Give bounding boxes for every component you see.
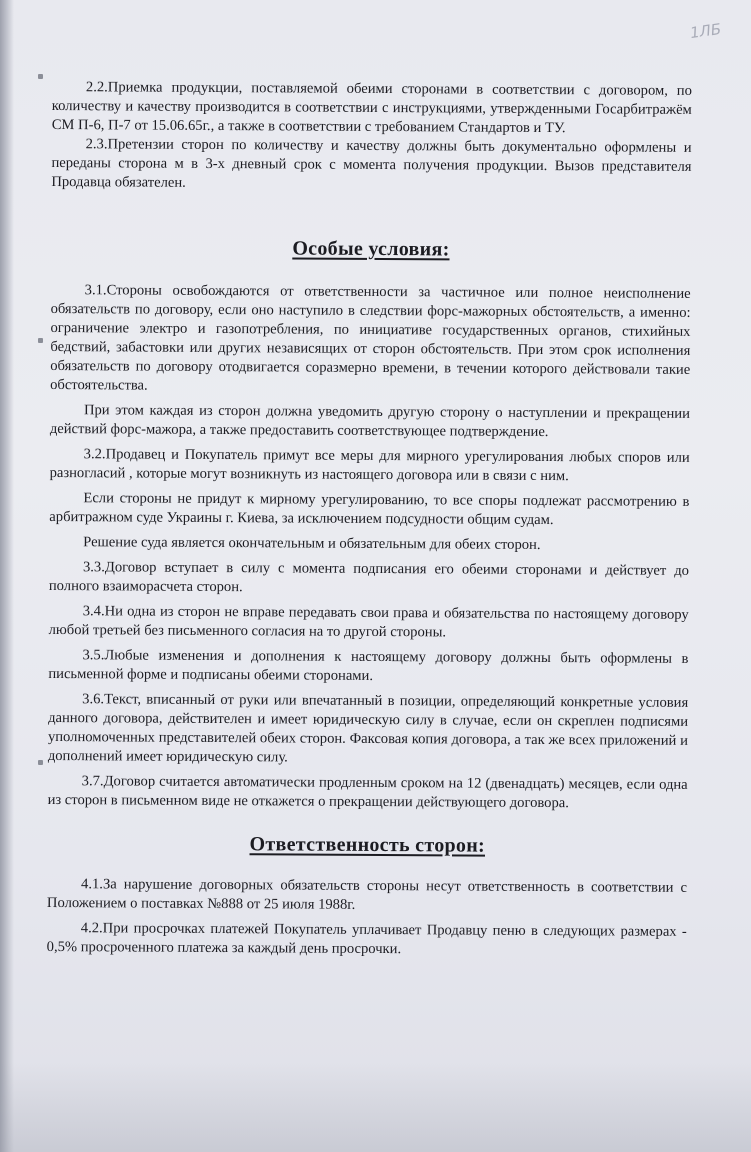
handwritten-page-number: 1ЛБ: [688, 19, 723, 43]
clause-3-2-decision: Решение суда является окончательным и обязательным для обеих сторон.: [83, 534, 541, 553]
clause-4-1: 4.1.За нарушение договорных обязательств стороны несут ответственность в соответствии с Положением о поставках №888 от 25 июля 1988г.: [46, 876, 688, 913]
responsibility-section: [47, 875, 687, 961]
special-conditions-section: [48, 281, 691, 814]
responsibility-heading: Ответственность сторон:: [249, 833, 486, 857]
clause-2-2: 2.2.Приемка продукции, поставляемой обеими сторонами в соответствии с договором, по количеству и качеству производится в соответствии с инструкциями, утвержденными Госарбитражём СМ П-6, П-7 от 15.06.65г., а также в соответствии с требованием Стандартов и ТУ.: [51, 79, 692, 137]
special-conditions-heading: Особые условия:: [292, 237, 450, 261]
binding-edge: [0, 0, 14, 1152]
delivery-section: [51, 78, 692, 196]
clause-3-5: 3.5.Любые изменения и дополнения к настоящему договору должны быть оформлены в письменной форме и подписаны обеими сторонами.: [48, 647, 689, 684]
clause-4-2: 4.2.При просрочках платежей Покупатель уплачивает Продавцу пеню в следующих размерах - 0,5% просроченного платежа за каждый день просрочки.: [46, 920, 687, 958]
document-body: [47, 78, 692, 961]
clause-2-3: 2.3.Претензии сторон по количеству и качеству должны быть документально оформлены и переданы сторона м в 3-х дневный срок с момента получения продукции. Вызов представителя Продавца обязателен.: [51, 136, 692, 191]
clause-3-2-court: Если стороны не придут к мирному урегулированию, то все споры подлежат рассмотрению в арбитражном суде Украины г. Киева, за исключением подсудности общим судам.: [49, 490, 690, 529]
page-shadow: [0, 1062, 751, 1152]
clause-3-1: 3.1.Стороны освобождаются от ответственности за частичное или полное неисполнение обязательств по договору, если оно наступило в следствии форс-мажорных обстоятельств, а именно: ограничение электро и газопотребления, по инициативе государственных органов, стихийных бедствий, забастовки или других независящих от сторон обстоятельств. При этом срок исполнения обязательств по договору отодвигается соразмерно времени, в течении которого действовали такие обстоятельства.: [50, 282, 691, 394]
punch-hole: [38, 338, 43, 343]
punch-hole: [38, 74, 43, 79]
clause-3-4: 3.4.Ни одна из сторон не вправе передавать свои права и обязательства по настоящему договору любой третьей без письменного согласия на то другой стороны.: [48, 603, 689, 641]
punch-hole: [38, 760, 43, 765]
clause-3-1-notice: При этом каждая из сторон должна уведомить другую сторону о наступлении и прекращении действий форс-мажора, а также предоставить соответствующее подтверждение.: [49, 402, 691, 441]
clause-3-2: 3.2.Продавец и Покупатель примут все меры для мирного урегулирования любых споров или разногласий , которые могут возникнуть из настоящего договора или в связи с ним.: [49, 446, 690, 485]
clause-3-6: 3.6.Текст, вписанный от руки или впечатанный в позиции, определяющий конкретные условия данного договора, действителен и имеет юридическую силу в случае, если он скреплен подписями уполномоченных представителей обеих сторон. Факсовая копия договора, а так же всех приложений и дополнений имеет юридическую силу.: [47, 691, 689, 766]
clause-3-3: 3.3.Договор вступает в силу с момента подписания его обеими сторонами и действует до полного взаиморасчета сторон.: [48, 559, 690, 596]
clause-3-7: 3.7.Договор считается автоматически продленным сроком на 12 (двенадцать) месяцев, если одна из сторон в письменном виде не откажется о прекращении действующего договора.: [47, 773, 688, 812]
